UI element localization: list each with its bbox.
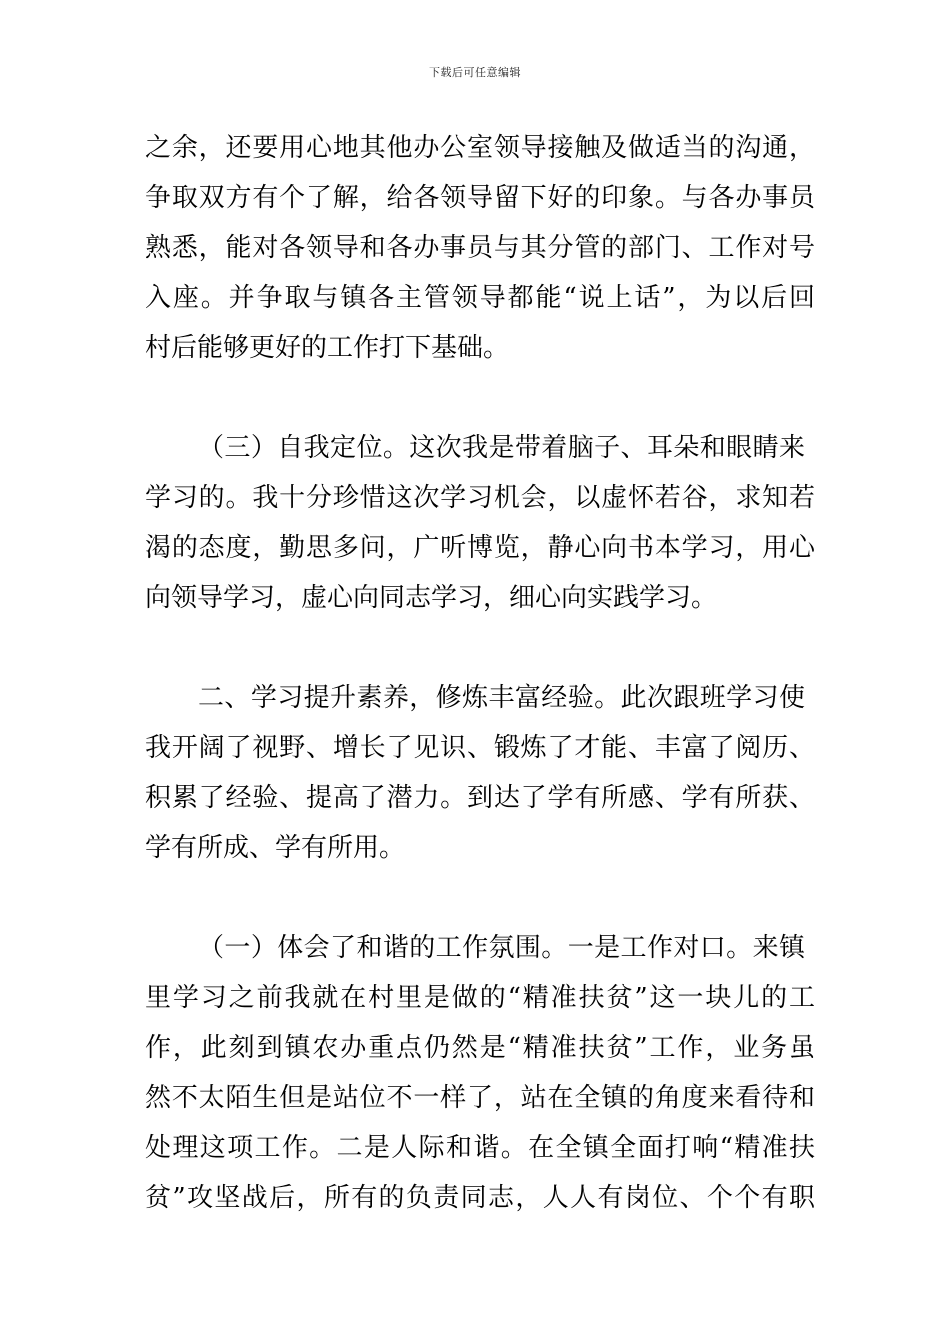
- text-line: 熟悉，能对各领导和各办事员与其分管的部门、工作对号: [145, 233, 815, 263]
- text-line: 我开阔了视野、增长了见识、锻炼了才能、丰富了阅历、: [145, 733, 815, 763]
- text-line: 学有所成、学有所用。: [145, 833, 406, 863]
- text-line: 积累了经验、提高了潜力。到达了学有所感、学有所获、: [145, 783, 815, 813]
- text-line: 入座。并争取与镇各主管领导都能“说上话”，为以后回: [145, 283, 815, 313]
- text-line: （一）体会了和谐的工作氛围。一是工作对口。来镇: [198, 933, 805, 963]
- text-line: 之余，还要用心地其他办公室领导接触及做适当的沟通，: [145, 133, 815, 163]
- text-line: 贫”攻坚战后，所有的负责同志，人人有岗位、个个有职: [145, 1183, 815, 1213]
- page-header: 下载后可任意编辑: [429, 66, 521, 79]
- text-line: 向领导学习，虚心向同志学习，细心向实践学习。: [145, 583, 718, 613]
- text-line: 争取双方有个了解，给各领导留下好的印象。与各办事员: [145, 183, 815, 213]
- text-line: 处理这项工作。二是人际和谐。在全镇全面打响“精准扶: [145, 1133, 815, 1163]
- text-line: 学习的。我十分珍惜这次学习机会，以虚怀若谷，求知若: [145, 483, 815, 513]
- text-line: 里学习之前我就在村里是做的“精准扶贫”这一块儿的工: [145, 983, 815, 1013]
- text-line: （三）自我定位。这次我是带着脑子、耳朵和眼睛来: [198, 433, 805, 463]
- text-line: 二、学习提升素养，修炼丰富经验。此次跟班学习使: [198, 683, 805, 713]
- text-line: 然不太陌生但是站位不一样了，站在全镇的角度来看待和: [145, 1083, 815, 1113]
- text-line: 村后能够更好的工作打下基础。: [145, 333, 510, 363]
- text-line: 渴的态度，勤思多问，广听博览，静心向书本学习，用心: [145, 533, 815, 563]
- text-line: 作，此刻到镇农办重点仍然是“精准扶贫”工作，业务虽: [145, 1033, 815, 1063]
